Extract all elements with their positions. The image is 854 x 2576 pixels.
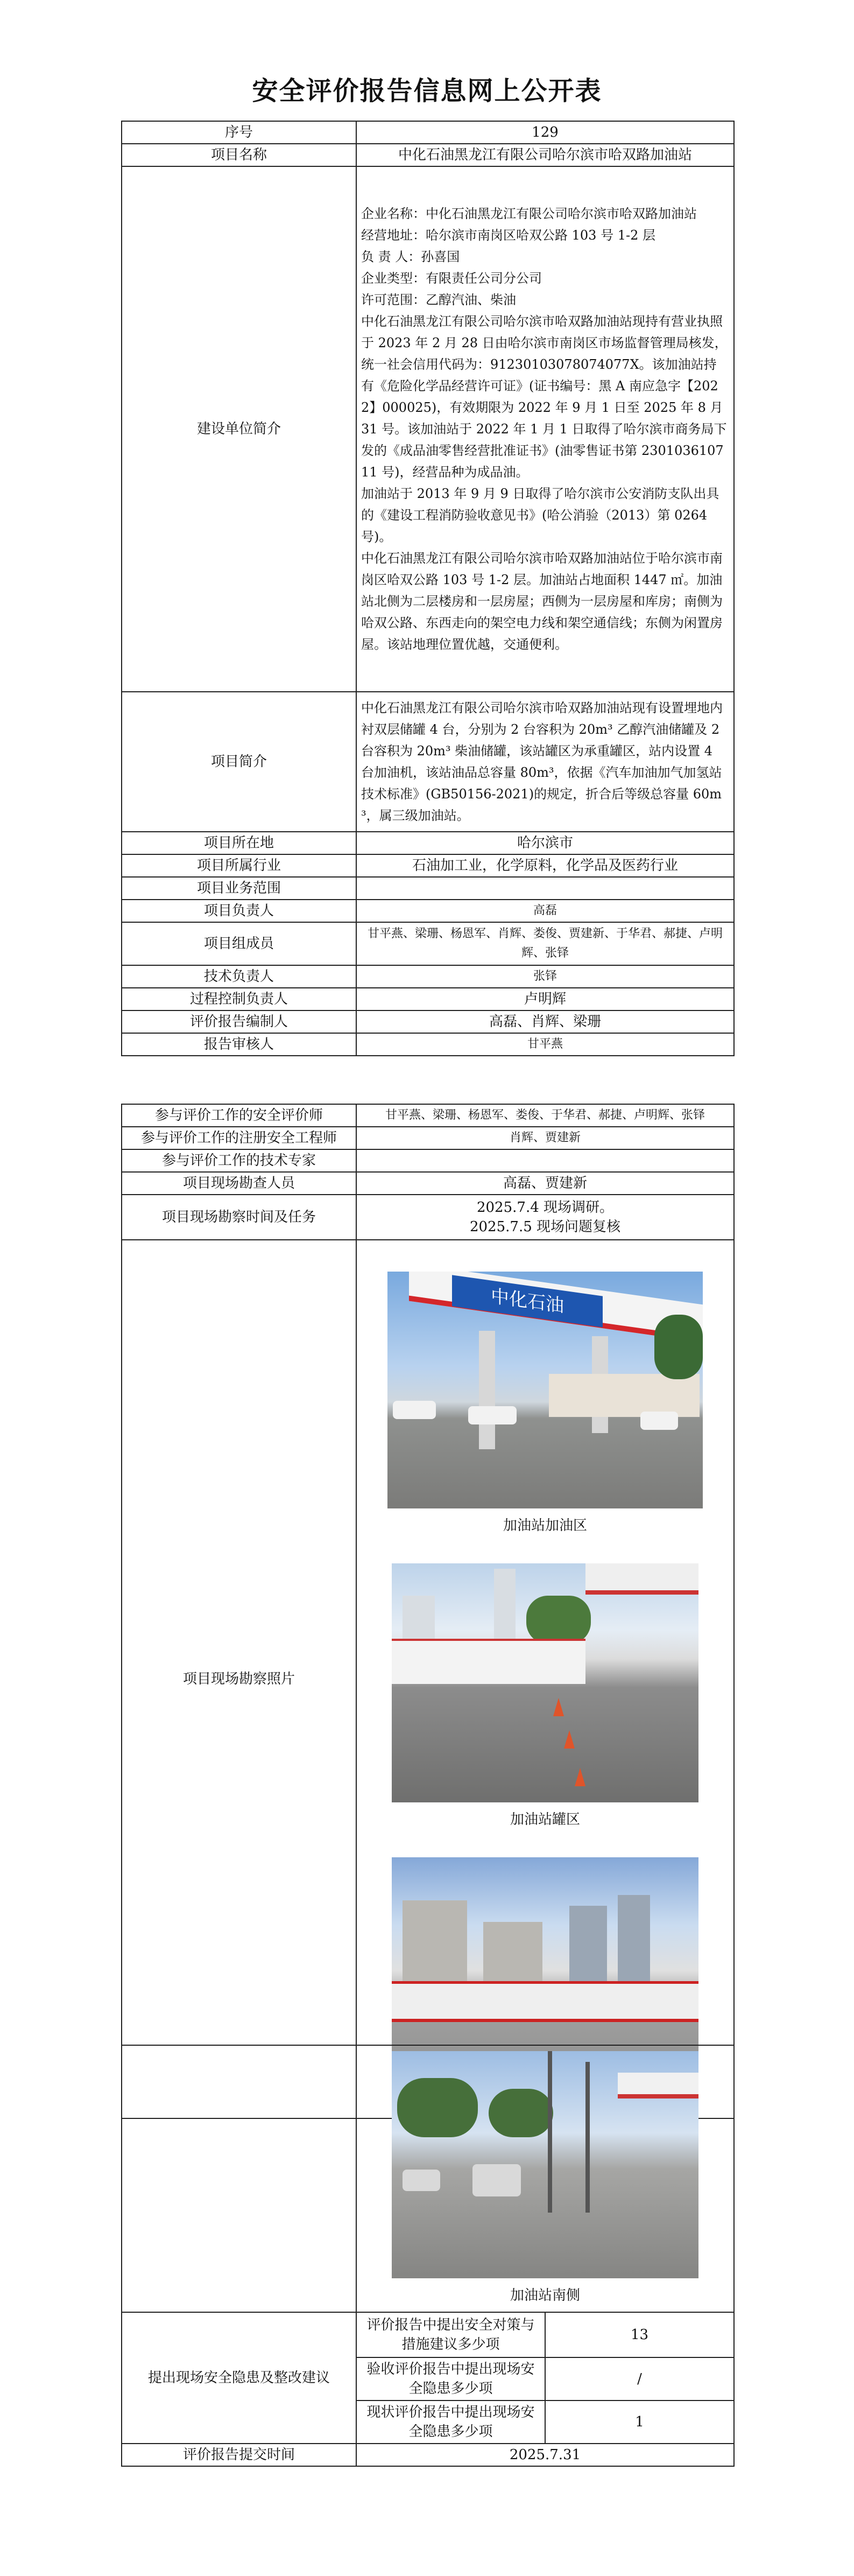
cone-shape [553, 1698, 564, 1716]
scope-label: 项目业务范围 [122, 877, 356, 900]
leader-value: 高磊 [356, 900, 734, 922]
photo-fueling-area [387, 1272, 703, 1508]
writer-value: 高磊、肖辉、梁珊 [356, 1010, 734, 1033]
info-table-survey [121, 1104, 735, 2119]
car-shape [472, 2164, 521, 2196]
engineers-value: 肖辉、贾建新 [356, 1127, 734, 1149]
photo-tank-area [392, 1563, 698, 1802]
members-value: 甘平燕、梁珊、杨恩军、肖辉、娄俊、贾建新、于华君、郝捷、卢明辉、张铎 [356, 922, 734, 965]
writer-label: 评价报告编制人 [122, 1010, 356, 1033]
cone-shape [575, 1768, 585, 1786]
pillar-shape [479, 1331, 495, 1449]
engineers-label: 参与评价工作的注册安全工程师 [122, 1127, 356, 1149]
building-shape [549, 1374, 700, 1417]
survey-time-line: 2025.7.5 现场问题复核 [469, 1219, 621, 1235]
scope-value [356, 877, 734, 900]
fence-shape [392, 1981, 698, 2022]
project-intro-content: 中化石油黑龙江有限公司哈尔滨市哈双路加油站现有设置埋地内衬双层储罐 4 台，分别为 2 台容积为 20m³ 乙醇汽油储罐及 2 台容积为 20m³ 柴油储罐，该站罐区为承重罐区，站内设置 4 台加油机，该站油品总容量 80m³，依据《汽车加油加气加氢站技术标准》(GB50156-2021)的规定，折合后等级总容量 60m³，属三级加油站。 [356, 692, 734, 832]
survey-time-value [356, 1195, 734, 1240]
car-shape [403, 2170, 440, 2191]
unit-intro-line: 经营地址：哈尔滨市南岗区哈双公路 103 号 1-2 层 [361, 228, 655, 243]
leader-label: 项目负责人 [122, 900, 356, 922]
unit-intro-line: 中化石油黑龙江有限公司哈尔滨市哈双路加油站位于哈尔滨市南岗区哈双公路 103 号 1-2 层。加油站占地面积 1447 ㎡。加油站北侧为二层楼房和一层房屋；西侧为一层房屋和库房；南侧为哈双公路、东西走向的架空电力线和架空通信线；东侧为闲置房屋。该站地理位置优越，交通便利。 [361, 551, 723, 652]
submit-time-label: 评价报告提交时间 [122, 2444, 356, 2466]
car-shape [393, 1401, 436, 1419]
hazards-label: 提出现场安全隐患及整改建议 [122, 2312, 356, 2444]
project-name-value: 中化石油黑龙江有限公司哈尔滨市哈双路加油站 [356, 144, 734, 166]
pole-shape [548, 2051, 552, 2213]
industry-label: 项目所属行业 [122, 854, 356, 877]
canopy-shape [585, 1563, 698, 1595]
tower-shape [569, 1906, 607, 1987]
unit-intro-line: 企业名称：中化石油黑龙江有限公司哈尔滨市哈双路加油站 [361, 206, 697, 221]
tech-leader-value: 张铎 [356, 965, 734, 988]
photos-label: 项目现场勘察照片 [122, 1240, 356, 2118]
building-shape [403, 1900, 467, 1987]
barrier-shape [392, 2019, 698, 2022]
surveyors-value: 高磊、贾建新 [356, 1172, 734, 1195]
hazard-row-value: / [545, 2357, 734, 2400]
seq-label: 序号 [122, 121, 356, 144]
page-title: 安全评价报告信息网上公开表 [252, 76, 602, 106]
tree-shape [397, 2078, 478, 2137]
fence-shape [392, 1639, 585, 1684]
photo-continued-label [122, 2045, 356, 2312]
hazard-row-label: 评价报告中提出安全对策与措施建议多少项 [356, 2312, 545, 2357]
experts-value [356, 1149, 734, 1172]
photo-south-side [392, 2051, 698, 2278]
process-control-label: 过程控制负责人 [122, 988, 356, 1010]
reviewer-value: 甘平燕 [356, 1033, 734, 1056]
tower-shape [618, 1895, 650, 1987]
photo-caption: 加油站加油区 [503, 1518, 587, 1534]
unit-intro-line: 许可范围：乙醇汽油、柴油 [361, 292, 516, 307]
tree-shape [489, 2089, 553, 2137]
info-table-hazards [121, 2045, 735, 2467]
project-name-label: 项目名称 [122, 144, 356, 166]
process-control-value: 卢明辉 [356, 988, 734, 1010]
members-label: 项目组成员 [122, 922, 356, 965]
industry-value: 石油加工业，化学原料，化学品及医药行业 [356, 854, 734, 877]
location-value: 哈尔滨市 [356, 832, 734, 854]
car-shape [640, 1412, 678, 1430]
unit-intro-line: 负 责 人：孙喜国 [361, 249, 460, 264]
hazard-row-value: 1 [545, 2400, 734, 2444]
canopy-shape [618, 2073, 698, 2098]
surveyors-label: 项目现场勘查人员 [122, 1172, 356, 1195]
evaluators-value: 甘平燕、梁珊、杨恩军、娄俊、于华君、郝捷、卢明辉、张铎 [356, 1104, 734, 1127]
building-shape [483, 1922, 542, 1987]
unit-intro-content [356, 166, 734, 692]
reviewer-label: 报告审核人 [122, 1033, 356, 1056]
unit-intro-line: 企业类型：有限责任公司分公司 [361, 271, 542, 286]
project-intro-label: 项目简介 [122, 692, 356, 832]
submit-time-value: 2025.7.31 [356, 2444, 734, 2466]
tower-shape [403, 1596, 435, 1644]
info-table-basic [121, 121, 735, 1056]
location-label: 项目所在地 [122, 832, 356, 854]
hazard-row-value: 13 [545, 2312, 734, 2357]
experts-label: 参与评价工作的技术专家 [122, 1149, 356, 1172]
photo-caption: 加油站罐区 [510, 1812, 580, 1828]
car-shape [468, 1406, 517, 1424]
photo-caption: 加油站南侧 [510, 2287, 580, 2304]
hazard-row-label: 现状评价报告中提出现场安全隐患多少项 [356, 2400, 545, 2444]
seq-value: 129 [356, 121, 734, 144]
brand-sign: 中化石油 [452, 1275, 603, 1327]
pole-shape [585, 2062, 590, 2213]
cone-shape [564, 1730, 575, 1749]
hazard-row-label: 验收评价报告中提出现场安全隐患多少项 [356, 2357, 545, 2400]
tree-shape [526, 1596, 591, 1644]
tree-shape [654, 1315, 703, 1379]
photos-cell [356, 1240, 734, 2118]
unit-intro-line: 中化石油黑龙江有限公司哈尔滨市哈双路加油站现持有营业执照于 2023 年 2 月 28 日由哈尔滨市南岗区市场监督管理局核发，统一社会信用代码为：91230103078074077X。该加油站持有《危险化学品经营许可证》(证书编号：黑 A 南应急字【2022】000025)，有效期限为 2022 年 9 月 1 日至 2025 年 8 月 31 号。该加油站于 2022 年 1 月 1 日取得了哈尔滨市商务局下发的《成品油零售经营批准证书》(油零售证书第 230103610711 号)，经营品种为成品油。 [361, 314, 728, 480]
unit-intro-line: 加油站于 2013 年 9 月 9 日取得了哈尔滨市公安消防支队出具的《建设工程消防验收意见书》(哈公消验（2013）第 0264 号)。 [361, 486, 719, 544]
tower-shape [494, 1569, 516, 1644]
unit-intro-label: 建设单位简介 [122, 166, 356, 692]
photo-south-cell [356, 2045, 734, 2312]
evaluators-label: 参与评价工作的安全评价师 [122, 1104, 356, 1127]
tech-leader-label: 技术负责人 [122, 965, 356, 988]
survey-time-line: 2025.7.4 现场调研。 [476, 1199, 614, 1216]
survey-time-label: 项目现场勘察时间及任务 [122, 1195, 356, 1240]
